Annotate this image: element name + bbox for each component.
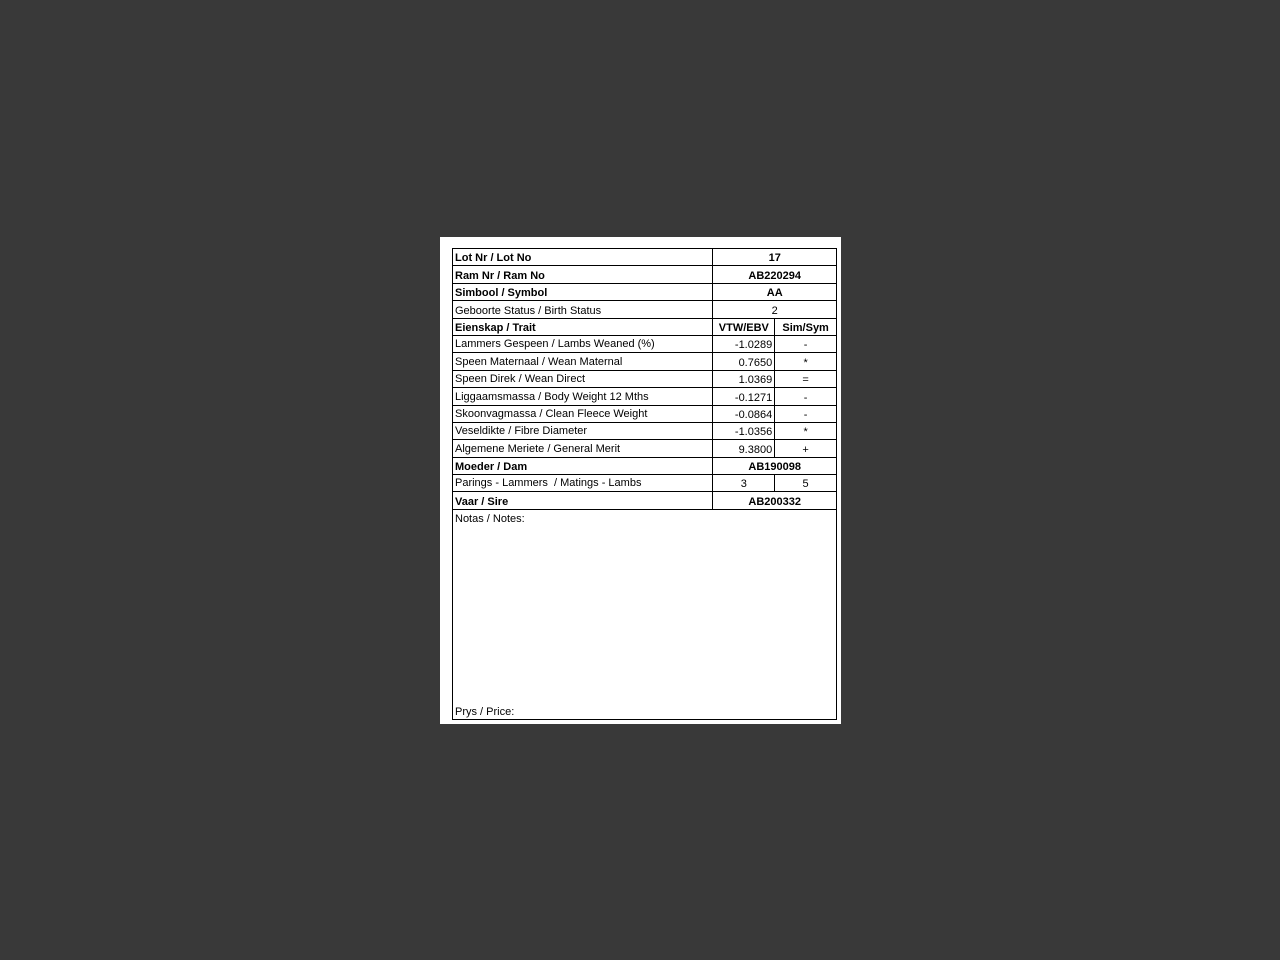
sire-row (453, 492, 837, 509)
lot-label: Lot Nr / Lot No (453, 249, 713, 266)
trait-ebv: -1.0289 (713, 335, 775, 352)
symbol-value: AA (713, 283, 837, 300)
trait-ebv: -1.0356 (713, 422, 775, 439)
birth-status-row (453, 301, 837, 318)
notes-area (453, 509, 837, 719)
trait-row (453, 405, 837, 422)
trait-label: Lammers Gespeen / Lambs Weaned (%) (455, 338, 655, 351)
trait-header-label: Eienskap / Trait (453, 318, 713, 335)
trait-row (453, 388, 837, 405)
dam-label: Moeder / Dam (453, 457, 713, 474)
trait-label: Liggaamsmassa / Body Weight 12 Mths (455, 390, 649, 403)
birth-status-value: 2 (713, 301, 837, 318)
trait-sym: * (775, 353, 837, 370)
trait-row (453, 440, 837, 457)
notes-row (453, 509, 837, 719)
symbol-label: Simbool / Symbol (453, 283, 713, 300)
lot-value: 17 (713, 249, 837, 266)
trait-sym: = (775, 370, 837, 387)
ram-row (453, 266, 837, 283)
trait-row (453, 353, 837, 370)
trait-ebv: 1.0369 (713, 370, 775, 387)
sire-label: Vaar / Sire (453, 492, 713, 509)
ram-info-table (452, 248, 837, 720)
trait-label: Speen Direk / Wean Direct (455, 373, 586, 386)
trait-label: Skoonvagmassa / Clean Fleece Weight (455, 407, 648, 420)
birth-status-label: Geboorte Status / Birth Status (453, 301, 713, 318)
trait-sym: - (775, 335, 837, 352)
trait-label: Veseldikte / Fibre Diameter (455, 425, 588, 438)
trait-row (453, 335, 837, 352)
matings-count: 3 (713, 475, 775, 492)
trait-ebv: -0.1271 (713, 388, 775, 405)
sire-value: AB200332 (713, 492, 837, 509)
matings-row (453, 475, 837, 492)
trait-sym: + (775, 440, 837, 457)
trait-sym: * (775, 422, 837, 439)
price-label: Prys / Price: (455, 705, 515, 718)
trait-header-row (453, 318, 837, 335)
ebv-header: VTW/EBV (713, 318, 775, 335)
ram-label: Ram Nr / Ram No (453, 266, 713, 283)
matings-label: Parings - Lammers / Matings - Lambs (455, 477, 642, 490)
trait-label: Algemene Meriete / General Merit (455, 442, 621, 455)
dam-value: AB190098 (713, 457, 837, 474)
lambs-count: 5 (775, 475, 837, 492)
dam-row (453, 457, 837, 474)
trait-ebv: -0.0864 (713, 405, 775, 422)
ram-value: AB220294 (713, 266, 837, 283)
trait-row (453, 370, 837, 387)
lot-row (453, 249, 837, 266)
trait-row (453, 422, 837, 439)
notes-label: Notas / Notes: (455, 512, 525, 525)
sym-header: Sim/Sym (775, 318, 837, 335)
sale-card-page (440, 237, 841, 724)
trait-sym: - (775, 405, 837, 422)
trait-ebv: 0.7650 (713, 353, 775, 370)
trait-label: Speen Maternaal / Wean Maternal (455, 355, 623, 368)
trait-ebv: 9.3800 (713, 440, 775, 457)
symbol-row (453, 283, 837, 300)
trait-sym: - (775, 388, 837, 405)
